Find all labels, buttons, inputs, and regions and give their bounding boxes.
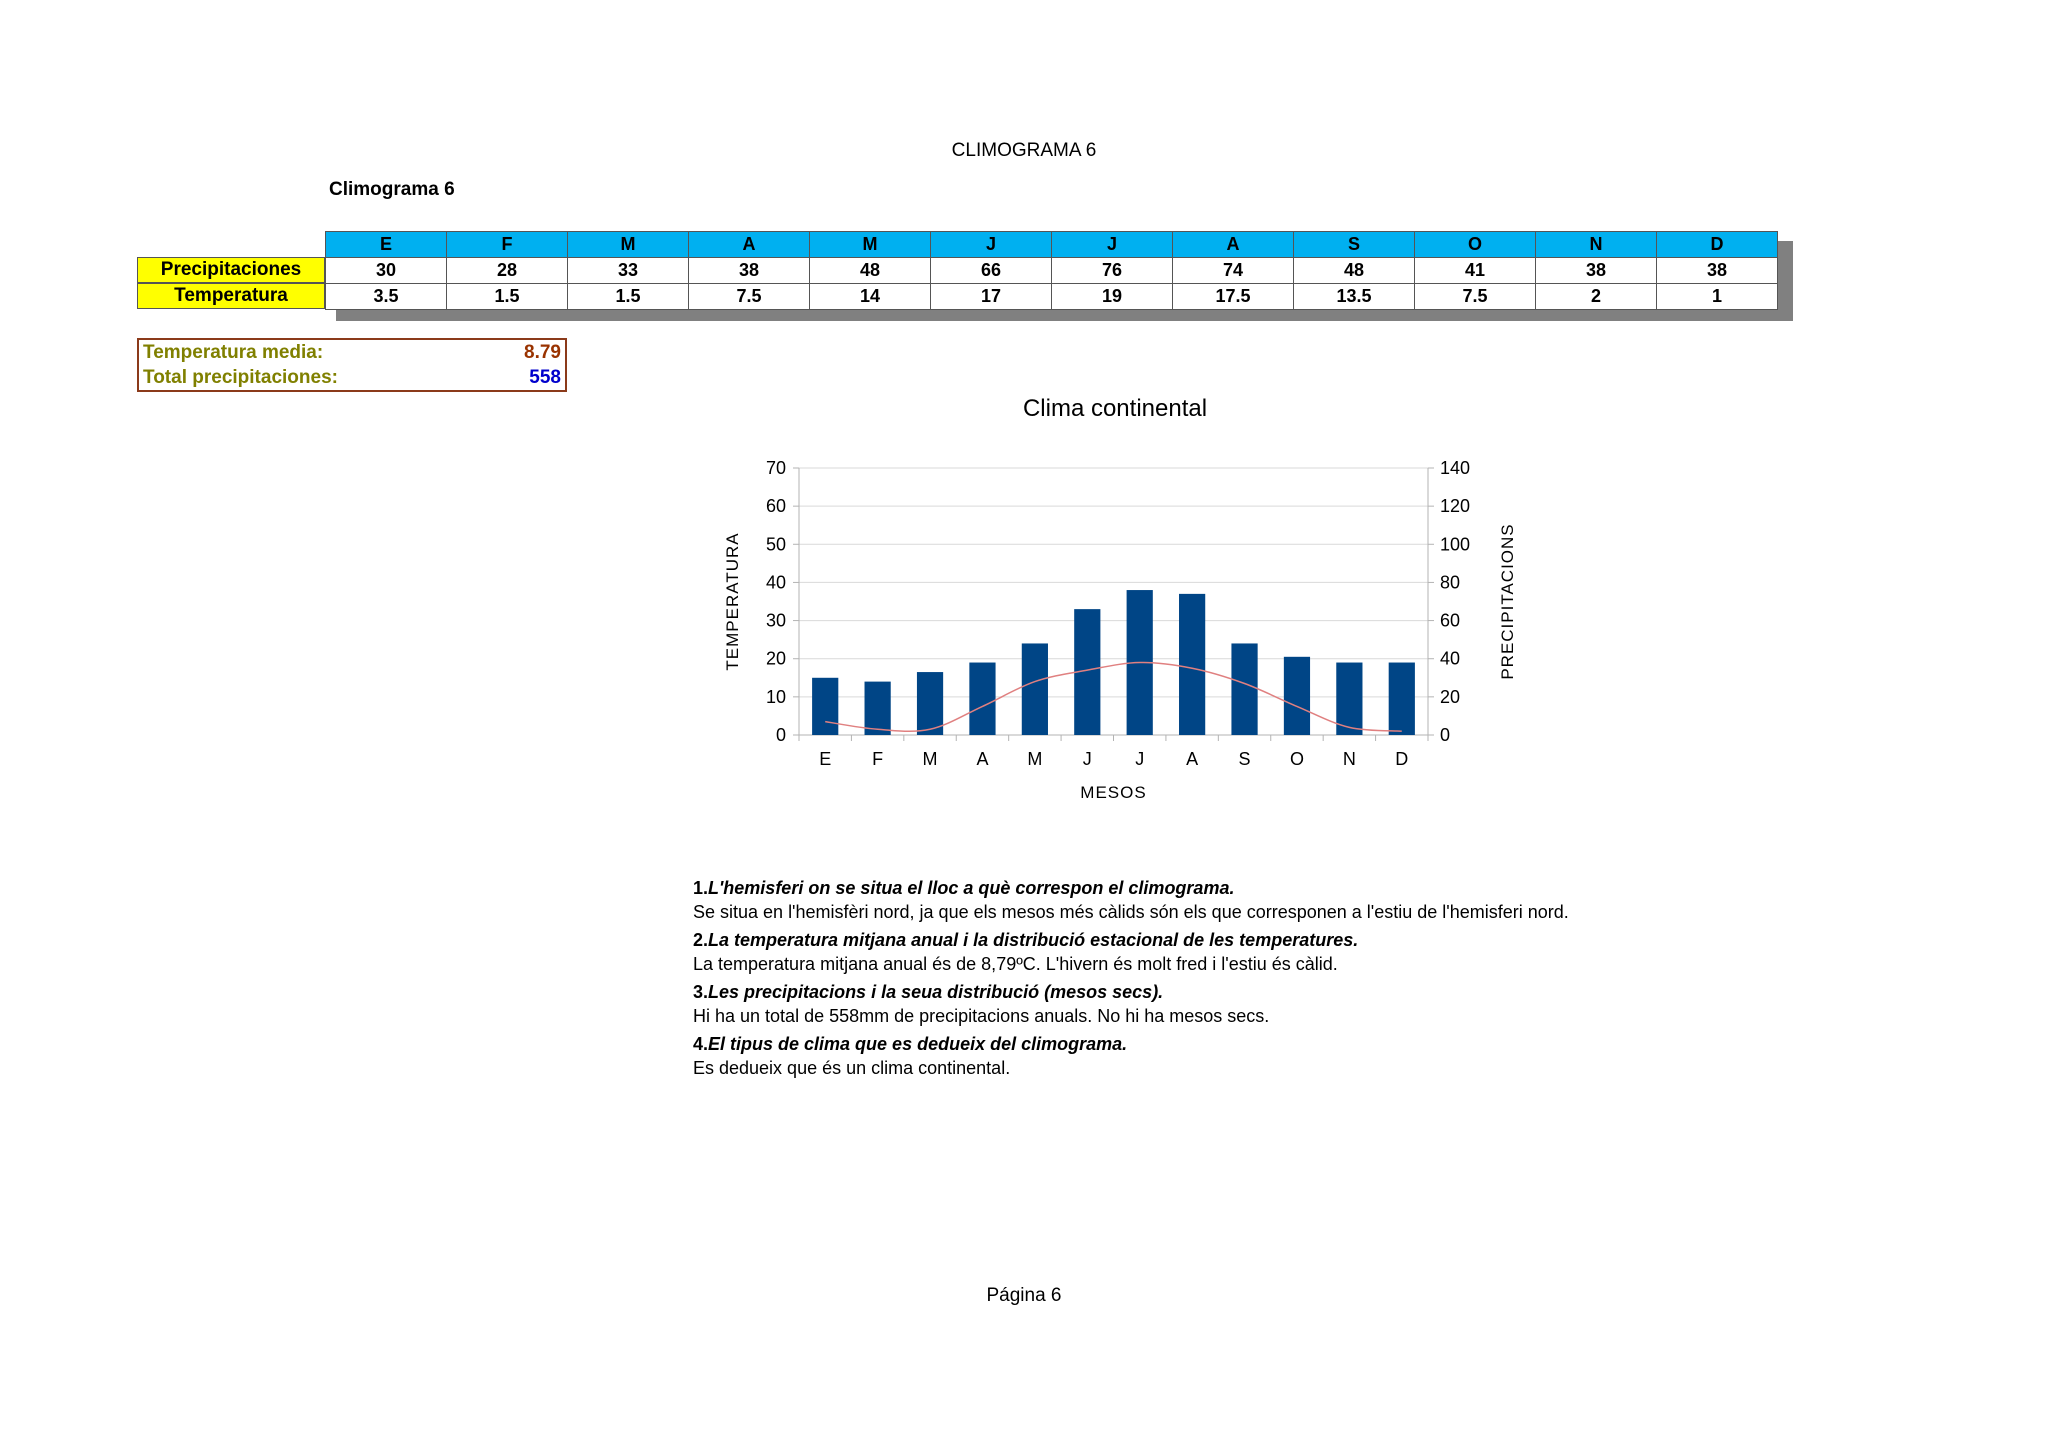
precip-bar <box>969 663 995 735</box>
month-header-cell: O <box>1415 232 1536 258</box>
answer-4: Es dedueix que és un clima continental. <box>693 1058 1011 1078</box>
temp-cell: 17 <box>931 284 1052 310</box>
y2-tick-label: 60 <box>1440 610 1461 631</box>
precip-cell: 76 <box>1052 258 1173 284</box>
y2-tick-label: 80 <box>1440 572 1461 593</box>
month-header-cell: A <box>1173 232 1294 258</box>
climogram-chart <box>700 445 1560 825</box>
y2-tick-label: 120 <box>1440 496 1471 517</box>
answer-1: Se situa en l'hemisfèri nord, ja que els mesos més càlids són els que corresponen a l'estiu de l'hemisferi nord. <box>693 902 1569 922</box>
temp-cell: 7.5 <box>689 284 810 310</box>
y2-tick-label: 40 <box>1440 648 1461 669</box>
month-header-row <box>326 232 1778 258</box>
x-tick-label: S <box>1238 749 1251 769</box>
x-tick-label: O <box>1289 749 1304 769</box>
month-header-cell: M <box>810 232 931 258</box>
month-header-cell: E <box>326 232 447 258</box>
y-axis-title: TEMPERATURA <box>723 532 742 671</box>
y-tick-label: 0 <box>775 725 786 745</box>
precip-bar <box>917 672 943 735</box>
x-tick-label: M <box>922 749 938 769</box>
temp-cell: 19 <box>1052 284 1173 310</box>
temp-cell: 14 <box>810 284 931 310</box>
temp-cell: 1 <box>1657 284 1778 310</box>
temp-cell: 1.5 <box>447 284 568 310</box>
precip-cell: 74 <box>1173 258 1294 284</box>
question-1 <box>693 876 1893 900</box>
precip-bar <box>1022 643 1048 735</box>
x-tick-label: E <box>819 749 832 769</box>
temp-cell: 7.5 <box>1415 284 1536 310</box>
answer-3: Hi ha un total de 558mm de precipitacions anuals. No hi ha mesos secs. <box>693 1006 1270 1026</box>
question-2 <box>693 928 1893 952</box>
page-footer: Página 6 <box>986 1285 1062 1306</box>
temp-cell: 1.5 <box>568 284 689 310</box>
x-tick-label: A <box>976 749 989 769</box>
summary-precip-row <box>139 365 565 390</box>
summary-box <box>137 338 567 392</box>
precip-bar <box>865 682 891 735</box>
chart-title: Clima continental <box>1022 395 1208 422</box>
table-row-labels <box>137 257 325 309</box>
precip-cell: 33 <box>568 258 689 284</box>
x-axis-title: MESOS <box>1080 783 1147 802</box>
temp-media-value: 8.79 <box>524 342 561 363</box>
month-header-cell: M <box>568 232 689 258</box>
question-text: L'hemisferi on se situa el lloc a què correspon el climograma. <box>708 878 1235 898</box>
x-tick-label: N <box>1342 749 1356 769</box>
question-text: Les precipitacions i la seua distribució (mesos secs). <box>708 982 1164 1002</box>
total-precip-value: 558 <box>529 367 561 388</box>
x-tick-label: J <box>1135 749 1145 769</box>
precip-cell: 48 <box>810 258 931 284</box>
precip-bar <box>1389 663 1415 735</box>
y2-tick-label: 100 <box>1440 534 1471 555</box>
precip-cell: 66 <box>931 258 1052 284</box>
precip-row <box>326 258 1778 284</box>
question-number: 3. <box>693 982 709 1002</box>
precip-cell: 48 <box>1294 258 1415 284</box>
row-label-temperatura: Temperatura <box>137 283 325 309</box>
summary-temp-row <box>139 340 565 365</box>
month-header-cell: S <box>1294 232 1415 258</box>
answer-2: La temperatura mitjana anual és de 8,79ºC. L'hivern és molt fred i l'estiu és càlid. <box>693 954 1338 974</box>
question-4 <box>693 1032 1893 1056</box>
temp-cell: 17.5 <box>1173 284 1294 310</box>
temp-cell: 2 <box>1536 284 1657 310</box>
y-tick-label: 30 <box>765 610 786 631</box>
month-header-cell: A <box>689 232 810 258</box>
y2-tick-label: 140 <box>1440 458 1471 478</box>
precip-bar <box>1284 657 1310 735</box>
y2-axis-title: PRECIPITACIONS <box>1498 523 1517 680</box>
y-tick-label: 70 <box>765 458 786 478</box>
row-label-precipitaciones: Precipitaciones <box>137 257 325 283</box>
temp-media-label: Temperatura media: <box>143 342 324 363</box>
precip-cell: 38 <box>1536 258 1657 284</box>
month-header-cell: D <box>1657 232 1778 258</box>
y2-tick-label: 20 <box>1440 686 1461 707</box>
precip-cell: 28 <box>447 258 568 284</box>
y-tick-label: 60 <box>765 496 786 517</box>
page-header: CLIMOGRAMA 6 <box>951 140 1097 161</box>
precip-bar <box>812 678 838 735</box>
precip-bar <box>1179 594 1205 735</box>
precip-cell: 38 <box>1657 258 1778 284</box>
question-text: La temperatura mitjana anual i la distribució estacional de les temperatures. <box>708 930 1359 950</box>
month-header-cell: J <box>931 232 1052 258</box>
y-tick-label: 10 <box>765 686 786 707</box>
y-tick-label: 50 <box>765 534 786 555</box>
question-number: 4. <box>693 1034 709 1054</box>
x-tick-label: M <box>1027 749 1043 769</box>
climate-data-table <box>325 231 1778 310</box>
temp-row <box>326 284 1778 310</box>
month-header-cell: N <box>1536 232 1657 258</box>
questions-section <box>693 872 1893 1082</box>
x-tick-label: F <box>872 749 884 769</box>
sheet-title: Climograma 6 <box>329 179 455 200</box>
question-number: 2. <box>693 930 709 950</box>
temp-cell: 13.5 <box>1294 284 1415 310</box>
x-tick-label: A <box>1186 749 1199 769</box>
x-tick-label: J <box>1082 749 1092 769</box>
precip-bar <box>1231 643 1257 735</box>
y-tick-label: 40 <box>765 572 786 593</box>
temp-cell: 3.5 <box>326 284 447 310</box>
question-text: El tipus de clima que es dedueix del climograma. <box>708 1034 1128 1054</box>
month-header-cell: F <box>447 232 568 258</box>
total-precip-label: Total precipitaciones: <box>143 367 338 388</box>
question-3 <box>693 980 1893 1004</box>
precip-cell: 38 <box>689 258 810 284</box>
x-tick-label: D <box>1395 749 1409 769</box>
precip-cell: 41 <box>1415 258 1536 284</box>
y2-tick-label: 0 <box>1440 725 1451 745</box>
precip-cell: 30 <box>326 258 447 284</box>
y-tick-label: 20 <box>765 648 786 669</box>
month-header-cell: J <box>1052 232 1173 258</box>
question-number: 1. <box>693 878 709 898</box>
